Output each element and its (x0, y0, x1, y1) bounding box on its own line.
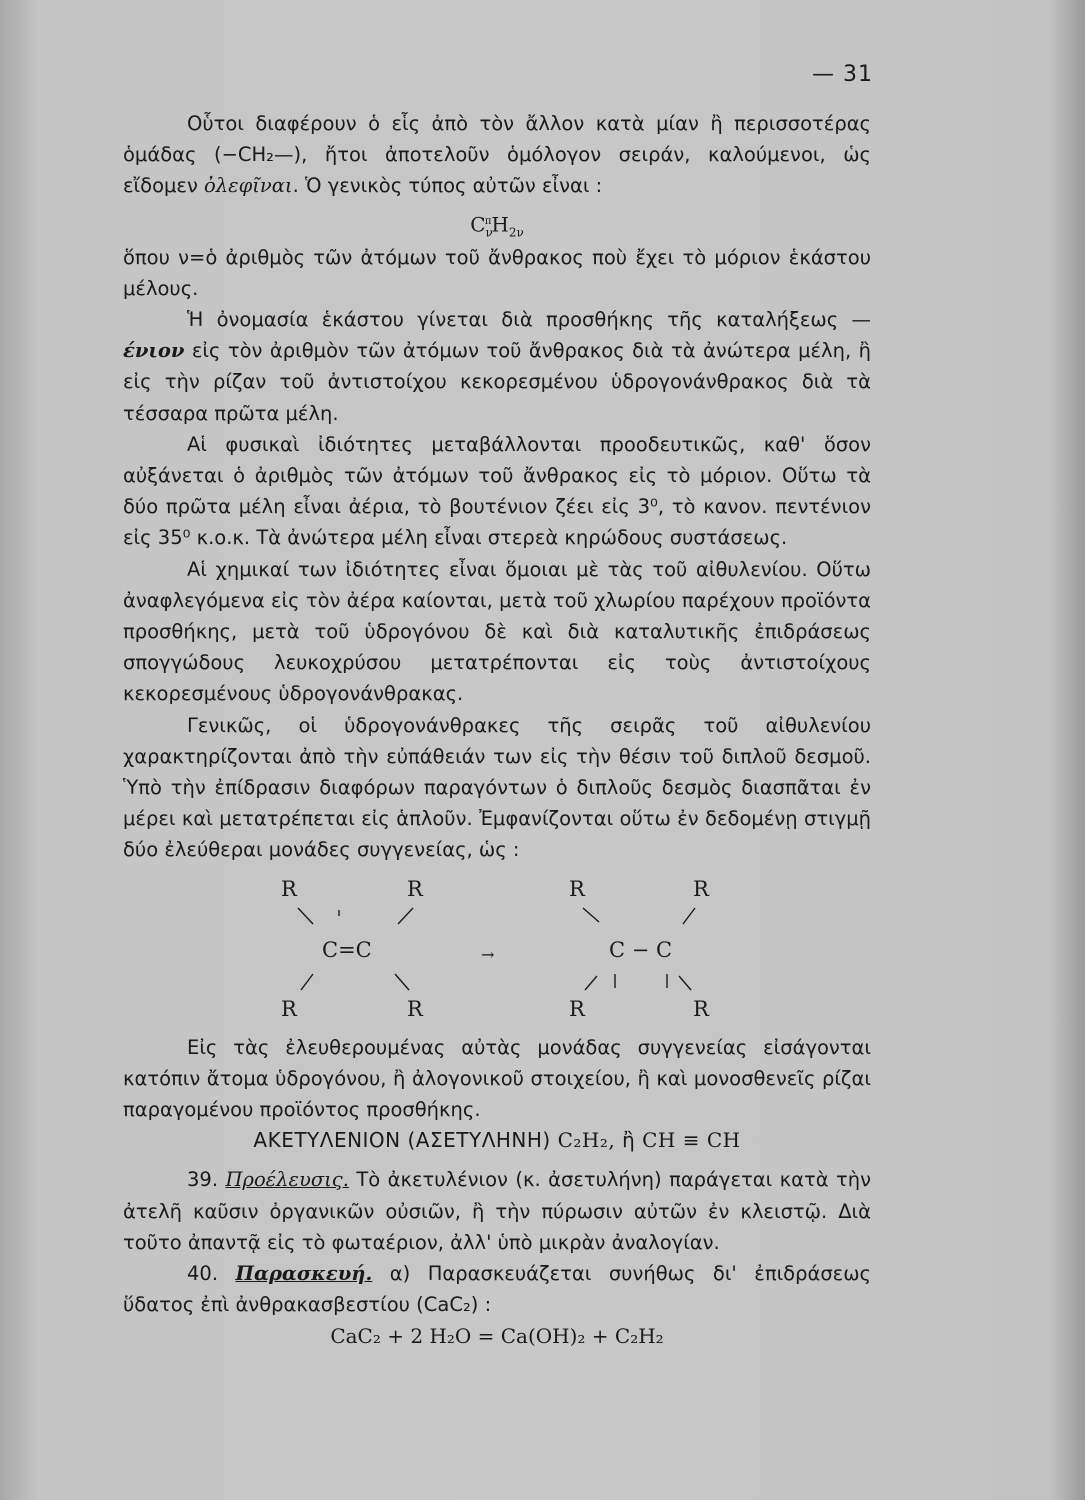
bond-line (298, 908, 313, 924)
reaction-equation: CaC₂ + 2 H₂O = Ca(OH)₂ + C₂H₂ (330, 1323, 664, 1348)
reaction-arrow: → (481, 944, 495, 964)
paragraph-addition: Εἰς τὰς ἐλευθερουμένας αὐτὰς μονάδας συγγενείας εἰσάγονται κατόπιν ἄτομα ὑδρογόνου, ἢ ἀλογονικοῦ στοιχείου, ἢ καὶ μονοσθενεῖς ρίζαι παραγομένου προϊόντος προσθήκης. (123, 1035, 871, 1122)
heading-structural: CH ≡ CH (642, 1128, 741, 1153)
section-40-title: Παρασκευή. (235, 1262, 373, 1286)
bond-diagram-svg (123, 872, 871, 1022)
paragraph-olefins (123, 108, 871, 202)
bond-line (679, 976, 691, 990)
page-number: — 31 (812, 62, 873, 87)
r-top-right1: R (569, 876, 585, 901)
paragraph-physical: Αἱ φυσικαὶ ἰδιότητες μεταβάλλονται προοδευτικῶς, καθ' ὅσον αὐξάνεται ὁ ἀριθμὸς τῶν ἀτόμων τοῦ ἄνθρακος εἰς τὸ μόριον. Οὕτω τὰ δύο πρῶτα μέλη εἶναι ἀέρια, τὸ βουτένιον ζέει εἰς 3⁰, τὸ κανον. πεντένιον εἰς 35⁰ κ.ο.κ. Τὰ ἀνώτερα μέλη εἶναι στερεὰ κηρώδους συστάσεως. (123, 432, 871, 550)
r-bottom-mid: R (407, 996, 423, 1021)
bond-line (395, 974, 409, 990)
paragraph-naming-rest: εἰς τὸν ἀριθμὸν τῶν ἀτόμων τοῦ ἄνθρακος διὰ τὰ ἀνώτερα μέλη, ἢ εἰς τὴν ρίζαν τοῦ ἀντιστοίχου κεκορεσμένου ὑδρογονάνθρακος διὰ τὰ τέσσαρα πρῶτα μέλη. (123, 339, 871, 425)
heading-formula: C₂H₂, (557, 1128, 616, 1153)
formula-c-sup: π (484, 215, 492, 227)
formula-c: C (470, 212, 486, 237)
r-top-left: R (281, 876, 297, 901)
section-39-number: 39. (187, 1168, 219, 1192)
bond-line (398, 908, 413, 924)
paragraph-naming-start: Ἡ ὀνομασία ἑκάστου γίνεται διὰ προσθήκης τῆς καταλήξεως — (187, 308, 871, 332)
paragraph-olefins-tail: . Ὁ γενικὸς τύπος αὐτῶν εἶναι : (292, 174, 603, 198)
section-heading-acetylene (123, 1125, 871, 1156)
term-olefins: ὀλεφῖναι (204, 174, 293, 198)
section-39-text: Τὸ ἀκετυλένιον (κ. ἀσετυλήνη) παράγεται κατὰ τὴν ἀτελῆ καῦσιν ὀργανικῶν οὐσιῶν, ἢ τὴν πύρωσιν αὐτῶν ἐν κλειστῷ. Διὰ τοῦτο ἀπαντᾷ εἰς τὸ φωταέριον, ἀλλ' ὑπὸ μικρὰν ἀναλογίαν. (123, 1168, 871, 1254)
section-40-text: α) Παρασκευάζεται συνήθως δι' ἐπιδράσεως ὕδατος ἐπὶ ἀνθρακασβεστίου (CaC₂) : (123, 1262, 871, 1317)
bond-line (683, 908, 695, 924)
formula-h: H (491, 212, 509, 237)
heading-title: ΑΚΕΤΥΛΕΝΙΟΝ (ΑΣΕΤΥΛΗΝΗ) (253, 1128, 551, 1153)
heading-or: ἢ (622, 1128, 636, 1153)
bond-line (301, 974, 313, 990)
paragraph-double-bond: Γενικῶς, οἱ ὑδρογονάνθρακες τῆς σειρᾶς τοῦ αἰθυλενίου χαρακτηρίζονται ἀπὸ τὴν εὐπάθειάν των εἰς τὴν θέσιν τοῦ διπλοῦ δεσμοῦ. Ὑπὸ τὴν ἐπίδρασιν διαφόρων παραγόντων ὁ διπλοῦς δεσμὸς διασπᾶται ἐν μέρει καὶ μετατρέπεται εἰς ἁπλοῦν. Ἐμφανίζονται οὕτω ἐν δεδομένῃ στιγμῇ δύο ἐλεύθεραι μονάδες συγγενείας, ὡς : (123, 713, 871, 862)
left-bond: C=C (322, 937, 372, 962)
bond-diagram (123, 872, 871, 1022)
section-40 (123, 1258, 871, 1320)
paragraph-where: ὅπου ν=ὁ ἀριθμὸς τῶν ἀτόμων τοῦ ἄνθρακος ποὺ ἔχει τὸ μόριον ἑκάστου μέλους. (123, 245, 871, 300)
paragraph-naming (123, 304, 871, 429)
section-40-number: 40. (187, 1262, 219, 1286)
right-bond: C − C (609, 937, 673, 962)
bond-line (583, 908, 599, 922)
bond-line (585, 976, 597, 990)
body-text (123, 108, 871, 1352)
paragraph-olefins-text: Οὗτοι διαφέρουν ὁ εἷς ἀπὸ τὸν ἄλλον κατὰ μίαν ἢ περισσοτέρας ὁμάδας (−CH₂—), ἤτοι ἀποτελοῦν ὁμόλογον σειράν, καλούμενοι, ὡς εἴδομεν (123, 112, 871, 198)
r-bottom-right2: R (693, 996, 709, 1021)
r-top-mid: R (407, 876, 423, 901)
formula-h-sub: 2ν (508, 225, 524, 240)
paragraph-chemical: Αἱ χημικαί των ἰδιότητες εἶναι ὅμοιαι μὲ τὰς τοῦ αἰθυλενίου. Οὕτω ἀναφλεγόμενα εἰς τὸν ἀέρα καίονται, μετὰ τοῦ χλωρίου παρέχουν προϊόντα προσθήκης, μετὰ τοῦ ὑδρογόνου δὲ καὶ διὰ καταλυτικῆς ἐπιδράσεως σπογγώδους λευκοχρύσου μετατρέπονται εἰς τοὺς ἀντιστοίχους κεκορεσμένους ὑδρογονάνθρακας. (123, 557, 871, 706)
r-bottom-left: R (281, 996, 297, 1021)
r-bottom-right1: R (569, 996, 585, 1021)
section-39 (123, 1164, 871, 1258)
general-formula (123, 202, 871, 242)
section-39-title: Προέλευσις. (225, 1168, 349, 1192)
formula-c-sub: ν (485, 225, 493, 240)
term-suffix: ένιον (123, 339, 185, 363)
r-top-right2: R (693, 876, 709, 901)
